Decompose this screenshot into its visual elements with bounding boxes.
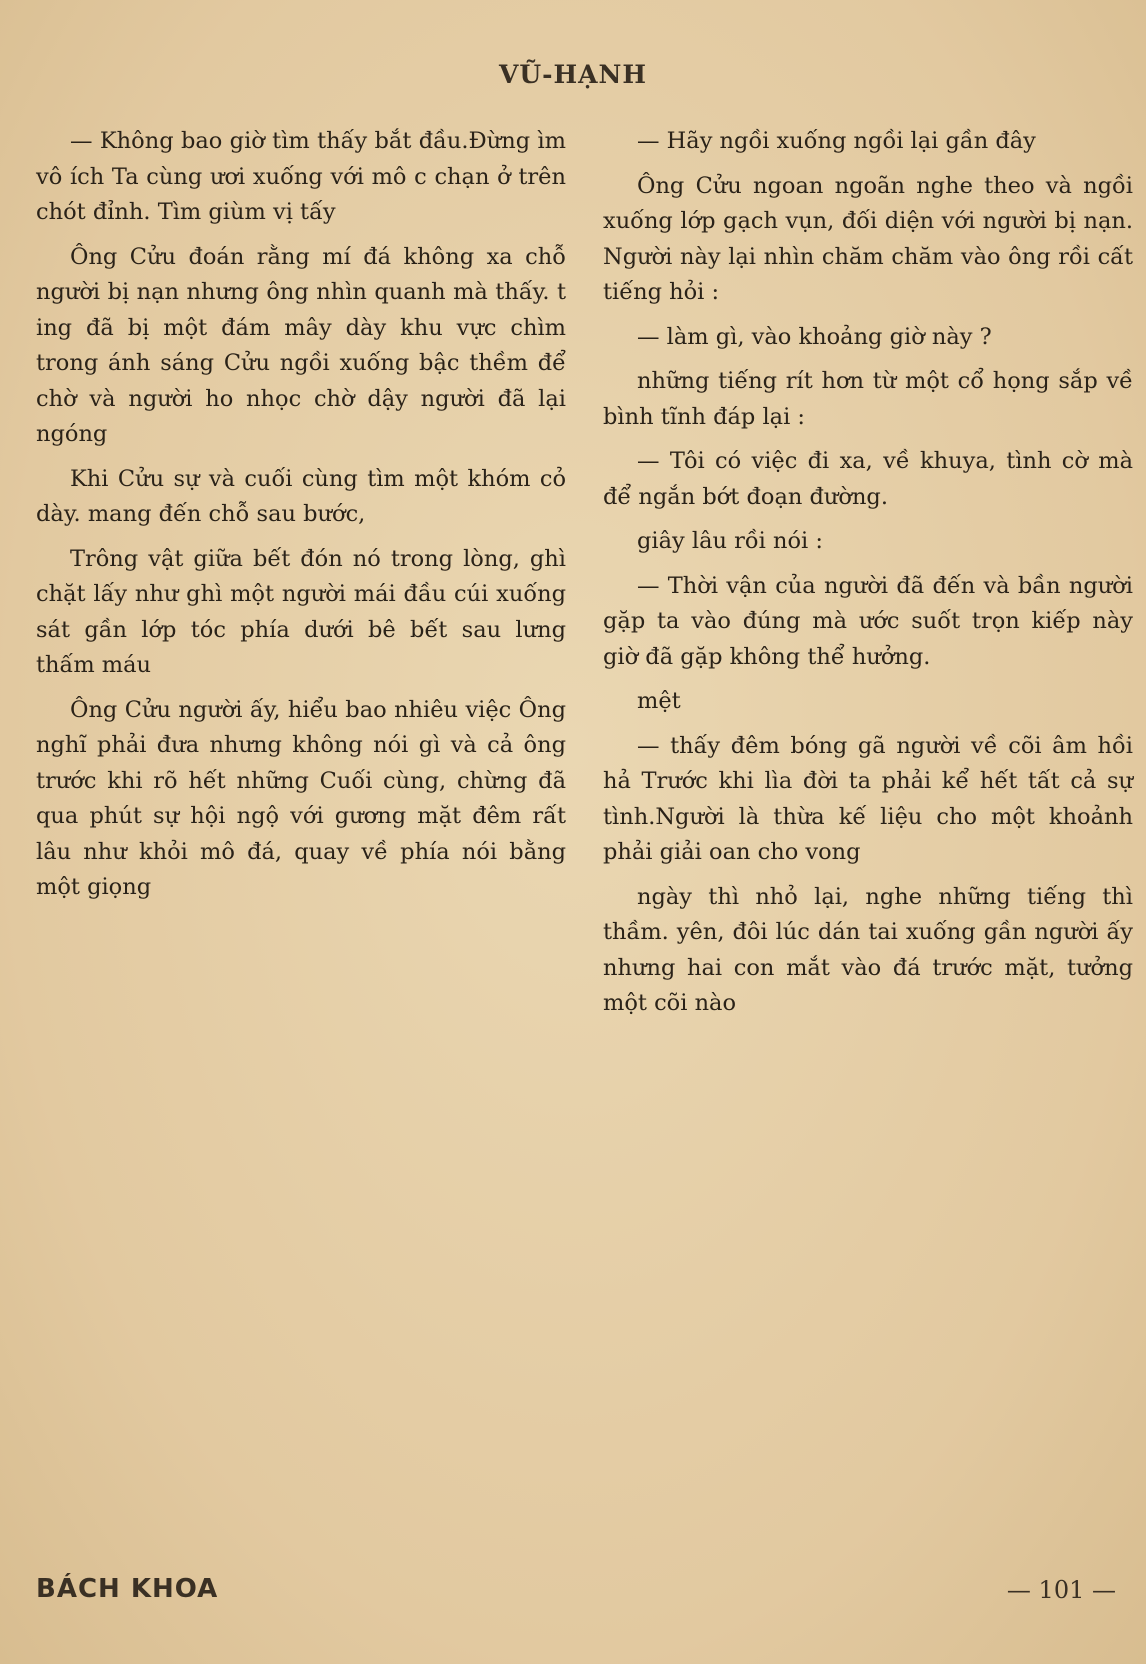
page-footer [36,1574,1116,1614]
paragraph: — thấy đêm bóng gã người về cõi âm hồi hả Trước khi lìa đời ta phải kể hết tất cả sự tình.Người là thừa kế liệu cho một khoảnh phải giải oan cho vong [603,732,1133,865]
left-column [36,124,566,915]
paragraph: Khi Cửu sự và cuối cùng tìm một khóm cỏ dày. mang đến chỗ sau bước, [36,465,566,527]
paragraph: — Không bao giờ tìm thấy bắt đầu.Đừng ìm vô ích Ta cùng ươi xuống với mô c chạn ở trên chót đỉnh. Tìm giùm vị tấy [36,128,566,225]
right-column [603,124,1133,1031]
paragraph: giây lâu rồi nói : [637,528,823,554]
paragraph: — làm gì, vào khoảng giờ này ? [637,323,992,350]
paragraph: Ông Cửu ngoan ngoãn nghe theo và ngồi xuống lớp gạch vụn, đối diện với người bị nạn. Người này lại nhìn chăm chăm vào ông rồi cất tiếng hỏi : [603,172,1133,305]
page-number: — 101 — [1006,1576,1116,1604]
paragraph: những tiếng rít hơn từ một cổ họng sắp về bình tĩnh đáp lại : [603,368,1133,430]
paragraph: Trông vật giữa bết đón nó trong lòng, ghì chặt lấy như ghì một người mái đầu cúi xuống sát gần lớp tóc phía dưới bê bết sau lưng thấm máu [36,545,566,678]
magazine-name: BÁCH KHOA [36,1574,219,1604]
paragraph: mệt [637,688,681,714]
paragraph: Ông Cửu đoán rằng mí đá không xa chỗ người bị nạn nhưng ông nhìn quanh mà thấy. t ing đã bị một đám mây dày khu vực chìm trong ánh sáng Cửu ngồi xuống bậc thềm để chờ và người ho nhọc chờ dậy người đã lại ngóng [36,243,566,447]
paragraph: Ông Cửu người ấy, hiểu bao nhiêu việc Ông nghĩ phải đưa nhưng không nói gì và cả ông trước khi rõ hết những Cuối cùng, chừng đã qua phút sự hội ngộ với gương mặt đêm rất lâu như khỏi mô đá, quay về phía nói bằng một giọng [36,696,566,900]
paragraph: — Thời vận của người đã đến và bần người gặp ta vào đúng mà ước suốt trọn kiếp này giờ đã gặp không thể hưởng. [603,572,1133,670]
paragraph: — Hãy ngồi xuống ngồi lại gần đây [637,128,1036,154]
paragraph: ngày thì nhỏ lại, nghe những tiếng thì thầm. yên, đôi lúc dán tai xuống gần người ấy nhưng hai con mắt vào đá trước mặt, tưởng một cõi nào [603,883,1133,1016]
paragraph: — Tôi có việc đi xa, về khuya, tình cờ mà để ngắn bớt đoạn đường. [603,448,1133,510]
page-header-author: VŨ-HẠNH [498,60,648,89]
